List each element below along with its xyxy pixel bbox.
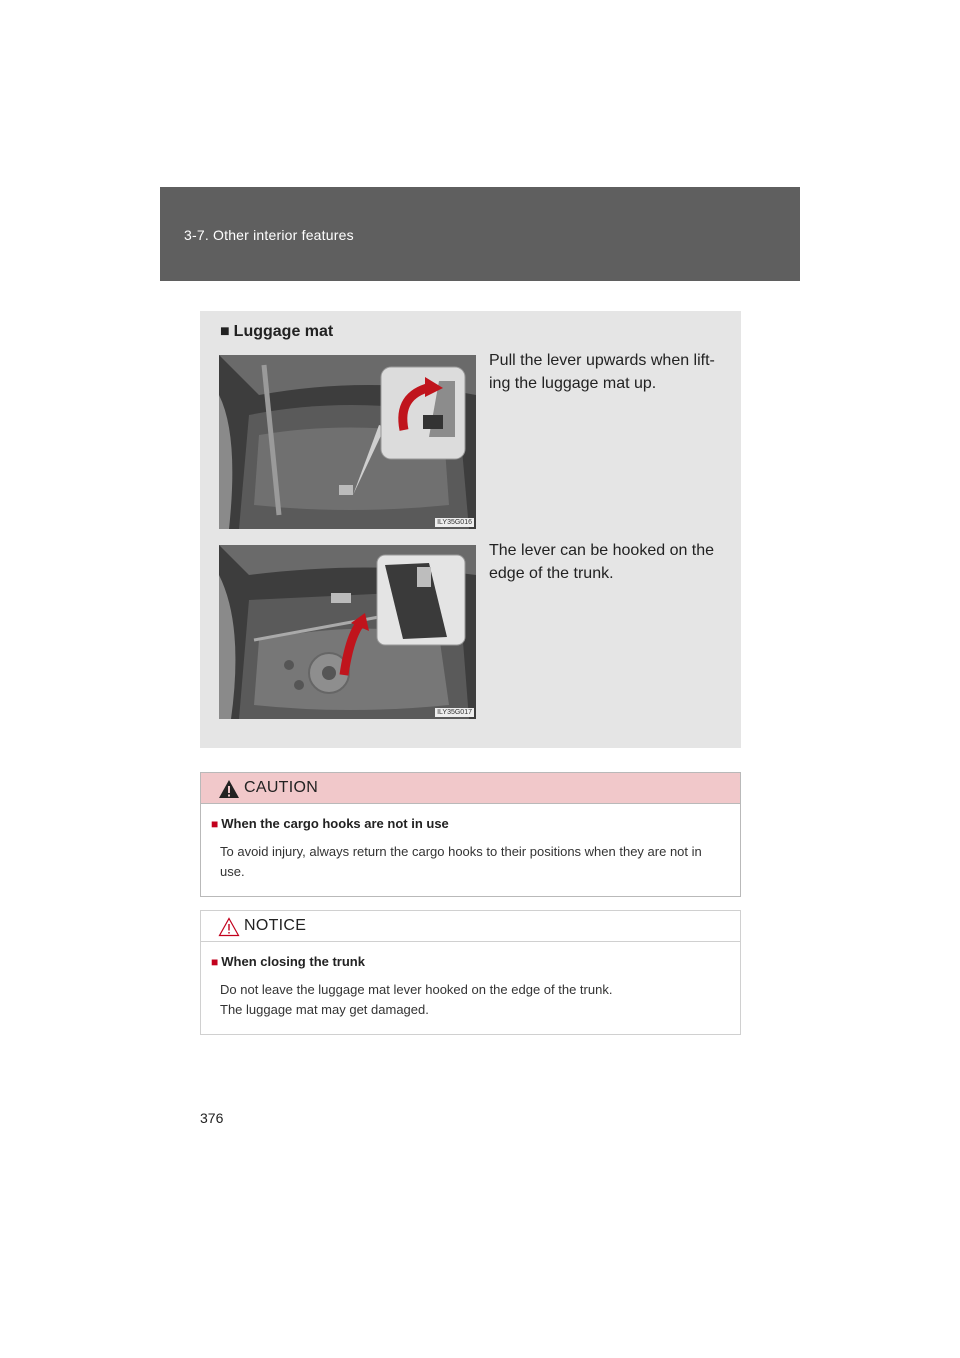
notice-box [200,910,741,1035]
caution-subheading [211,816,449,831]
section-label: 3-7. Other interior features [184,227,354,243]
notice-heading-text: When closing the trunk [221,954,365,969]
illustration-lift-lever [219,355,476,529]
caution-header [201,773,740,804]
notice-subheading [211,954,365,969]
page-number: 376 [200,1110,224,1126]
figure-code: ILY35G016 [437,519,472,526]
caution-bullet: ■ [211,817,219,831]
heading-marker: ■ [220,323,230,340]
caution-body: To avoid injury, always return the cargo hooks to their positions when they are not in use. [220,844,702,879]
info-heading [220,323,333,341]
caution-label: CAUTION [244,779,319,796]
caution-box [200,772,741,897]
notice-header [201,911,740,942]
info-box-luggage-mat [200,311,741,748]
description-lift-lever: Pull the lever upwards when lift- ing the luggage mat up. [489,352,715,392]
warning-triangle-icon [218,779,240,799]
illustration-hook-lever [219,545,476,719]
description-hook-lever: The lever can be hooked on the edge of the trunk. [489,542,715,582]
notice-label: NOTICE [244,917,307,934]
heading-text: Luggage mat [233,323,334,340]
caution-heading-text: When the cargo hooks are not in use [221,816,449,831]
figure-code: ILY35G017 [437,709,472,716]
header-bar [160,187,800,281]
notice-body: Do not leave the luggage mat lever hooked on the edge of the trunk. The luggage mat may get damaged. [220,982,613,1017]
notice-bullet: ■ [211,955,219,969]
warning-triangle-icon [218,917,240,937]
